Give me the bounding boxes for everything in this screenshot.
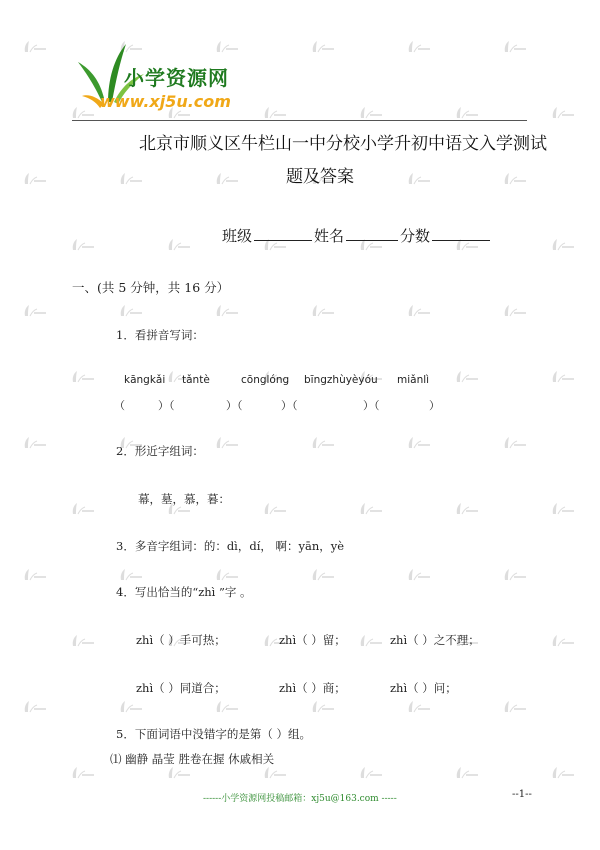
- watermark-logo-icon: [70, 238, 96, 252]
- watermark-logo-icon: [166, 766, 192, 780]
- watermark-logo-icon: [214, 436, 240, 450]
- watermark-logo-icon: [262, 502, 288, 516]
- name-label: 姓名: [314, 227, 345, 245]
- watermark-logo-icon: [118, 304, 144, 318]
- question-3-label: 3．多音字组词：的：dì，dí， 啊：yān，yè: [116, 539, 345, 553]
- page-title-line1: 北京市顺义区牛栏山一中分校小学升初中语文入学测试: [139, 134, 547, 154]
- watermark-logo-icon: [358, 634, 384, 648]
- watermark-logo-icon: [310, 40, 336, 54]
- watermark-logo-icon: [502, 436, 528, 450]
- question-5-option-1: ⑴ 幽静 晶莹 胜卷在握 休戚相关: [110, 752, 275, 766]
- watermark-logo-icon: [22, 172, 48, 186]
- watermark-logo-icon: [118, 568, 144, 582]
- question-5-label: 5．下面词语中没错字的是第（ ）组。: [116, 727, 311, 741]
- watermark-logo-icon: [214, 172, 240, 186]
- watermark-logo-icon: [310, 436, 336, 450]
- pinyin-word: miǎnlì: [397, 374, 430, 386]
- page-number: --1--: [512, 789, 532, 800]
- watermark-logo-icon: [502, 172, 528, 186]
- watermark-logo-icon: [406, 700, 432, 714]
- watermark-logo-icon: [358, 502, 384, 516]
- pinyin-word: tǎntè: [182, 374, 210, 386]
- zhi-item: zhì（ ）问；: [390, 681, 457, 695]
- watermark-logo-icon: [550, 766, 576, 780]
- watermark-logo-icon: [502, 700, 528, 714]
- zhi-item: zhì（ ）同道合；: [136, 681, 226, 695]
- watermark-logo-icon: [70, 634, 96, 648]
- zhi-item: zhì（ ）留；: [279, 633, 346, 647]
- watermark-logo-icon: [454, 370, 480, 384]
- score-blank: [432, 240, 490, 241]
- answer-paren: ）（: [363, 399, 380, 412]
- watermark-logo-icon: [70, 370, 96, 384]
- pinyin-word: bīngzhùyèyóu: [304, 374, 378, 386]
- watermark-logo-icon: [454, 766, 480, 780]
- watermark-logo-icon: [262, 766, 288, 780]
- watermark-logo-icon: [550, 634, 576, 648]
- watermark-logo-icon: [550, 370, 576, 384]
- logo-url[interactable]: www.xj5u.com: [100, 92, 231, 111]
- score-label: 分数: [400, 227, 431, 245]
- watermark-logo-icon: [454, 106, 480, 120]
- question-2-label: 2．形近字组词：: [116, 444, 204, 458]
- watermark-logo-icon: [310, 304, 336, 318]
- watermark-logo-icon: [358, 106, 384, 120]
- watermark-logo-icon: [406, 172, 432, 186]
- watermark-logo-icon: [310, 568, 336, 582]
- watermark-logo-icon: [502, 568, 528, 582]
- watermark-logo-icon: [22, 40, 48, 54]
- watermark-logo-icon: [70, 766, 96, 780]
- watermark-logo-icon: [22, 700, 48, 714]
- watermark-logo-icon: [502, 40, 528, 54]
- watermark-logo-icon: [550, 238, 576, 252]
- answer-paren: （: [114, 399, 125, 412]
- watermark-logo-icon: [310, 700, 336, 714]
- watermark-logo-icon: [406, 436, 432, 450]
- watermark-logo-icon: [406, 304, 432, 318]
- class-blank: [254, 240, 312, 241]
- watermark-logo-icon: [454, 502, 480, 516]
- watermark-logo-icon: [118, 172, 144, 186]
- watermark-logo-icon: [406, 568, 432, 582]
- answer-paren: ）（: [158, 399, 175, 412]
- answer-paren: ）: [429, 399, 440, 412]
- watermark-logo-icon: [22, 436, 48, 450]
- header-divider: [72, 120, 527, 121]
- footer-contact-link[interactable]: ------小学资源网投稿邮箱：xj5u@163.com -----: [203, 794, 397, 804]
- name-blank: [346, 240, 398, 241]
- watermark-logo-icon: [70, 502, 96, 516]
- watermark-logo-icon: [550, 106, 576, 120]
- question-1-label: 1．看拼音写词：: [116, 328, 204, 342]
- watermark-logo-icon: [22, 304, 48, 318]
- logo-title: 小学资源网: [124, 66, 229, 90]
- question-2-chars: 幕，墓，慕，暮：: [138, 492, 230, 506]
- zhi-item: zhì（ ）商；: [279, 681, 346, 695]
- section-heading: 一、(共 5 分钟，共 16 分）: [72, 280, 230, 295]
- answer-paren: ）（: [226, 399, 243, 412]
- watermark-logo-icon: [358, 766, 384, 780]
- pinyin-word: kāngkǎi: [124, 374, 166, 386]
- watermark-logo-icon: [550, 502, 576, 516]
- watermark-logo-icon: [214, 304, 240, 318]
- watermark-logo-icon: [406, 40, 432, 54]
- watermark-logo-icon: [118, 700, 144, 714]
- watermark-logo-icon: [262, 106, 288, 120]
- answer-paren: ）（: [281, 399, 298, 412]
- pinyin-word: cōnglóng: [241, 374, 290, 386]
- watermark-logo-icon: [214, 568, 240, 582]
- watermark-logo-icon: [22, 568, 48, 582]
- watermark-logo-icon: [502, 304, 528, 318]
- zhi-item: zhì（ ）手可热；: [136, 633, 226, 647]
- class-label: 班级: [222, 227, 253, 245]
- question-4-label: 4．写出恰当的“zhì ”字 。: [116, 585, 252, 599]
- watermark-logo-icon: [166, 238, 192, 252]
- watermark-logo-icon: [214, 700, 240, 714]
- page-title-line2: 题及答案: [286, 167, 354, 187]
- zhi-item: zhì（ ）之不理；: [390, 633, 480, 647]
